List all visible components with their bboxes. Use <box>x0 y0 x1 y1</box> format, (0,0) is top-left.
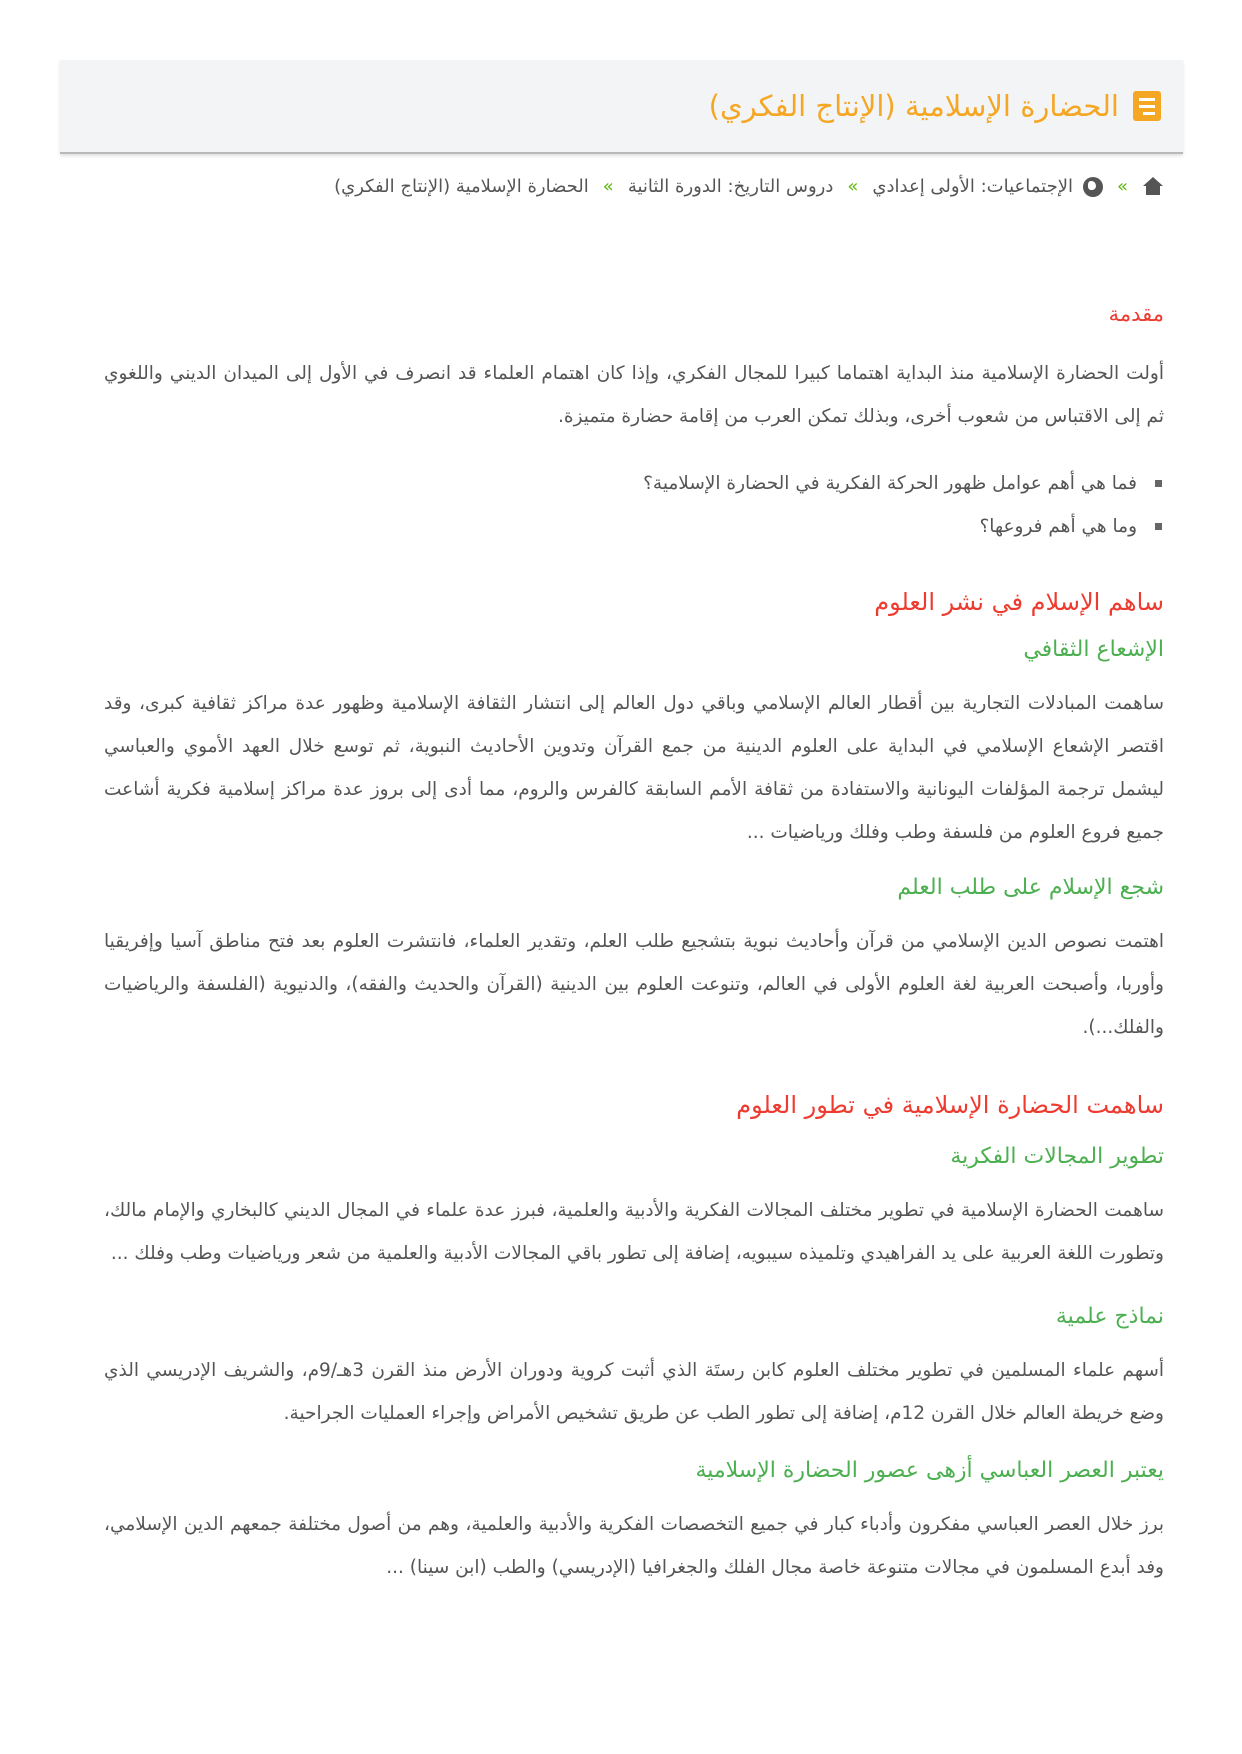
subsection-heading: شجع الإسلام على طلب العلم <box>897 875 1164 900</box>
paragraph: اهتمت نصوص الدين الإسلامي من قرآن وأحاديث نبوية بتشجيع طلب العلم، وتقدير العلماء، فانتشرت العلوم بعد فتح مناطق آسيا وإفريقيا وأوربا، وأصبحت العربية لغة العلوم الأولى في العالم، وتنوعت العلوم بين الدينية (القرآن والحديث والفقه)، والدنيوية (الفلسفة والرياضيات والفلك...). <box>104 931 1164 1038</box>
subsection-heading: نماذج علمية <box>1055 1304 1164 1329</box>
section-heading: ساهم الإسلام في نشر العلوم <box>874 588 1164 616</box>
paragraph: أسهم علماء المسلمين في تطوير مختلف العلوم كابن رستَة الذي أثبت كروية ودوران الأرض منذ القرن 3هـ/9م، والشريف الإدريسي الذي وضع خريطة العالم خلال القرن 12م، إضافة إلى تطور الطب عن طريق تشخيص الأمراض وإجراء العمليات الجراحية. <box>104 1360 1164 1424</box>
breadcrumb <box>334 176 1164 197</box>
question-text: وما هي أهم فروعها؟ <box>979 516 1137 537</box>
list-item <box>104 505 1164 548</box>
home-icon[interactable] <box>1142 177 1164 197</box>
breadcrumb-current: الحضارة الإسلامية (الإنتاج الفكري) <box>334 176 589 197</box>
breadcrumb-item[interactable]: دروس التاريخ: الدورة الثانية <box>627 176 834 197</box>
subsection-heading: تطوير المجالات الفكرية <box>950 1144 1164 1169</box>
page-header-panel <box>60 60 1183 154</box>
section-heading: ساهمت الحضارة الإسلامية في تطور العلوم <box>736 1091 1164 1119</box>
paragraph: ساهمت المبادلات التجارية بين أقطار العالم الإسلامي وباقي دول العالم إلى انتشار الثقافة الإسلامية وظهور عدة مراكز ثقافية كبرى، وقد اقتصر الإشعاع الإسلامي في البداية على العلوم الدينية من جمع القرآن وتدوين الأحاديث النبوية، ثم توسع خلال العهد الأموي والعباسي ليشمل ترجمة المؤلفات اليونانية والاستفادة من ثقافة الأمم السابقة كالفرس والروم، مما أدى إلى بروز عدة مراكز إسلامية فكرية أشاعت جميع فروع العلوم من فلسفة وطب وفلك ورياضيات ... <box>104 693 1164 843</box>
paragraph: ساهمت الحضارة الإسلامية في تطوير مختلف المجالات الفكرية والأدبية والعلمية، فبرز عدة علماء في المجال الديني كالبخاري والإمام مالك، وتطورت اللغة العربية على يد الفراهيدي وتلميذه سيبويه، إضافة إلى تطور باقي المجالات الأدبية والعلمية من شعر ورياضيات وطب وفلك ... <box>104 1200 1164 1264</box>
page-title: الحضارة الإسلامية (الإنتاج الفكري) <box>708 89 1119 123</box>
breadcrumb-separator: » <box>1116 176 1128 197</box>
globe-icon <box>1083 177 1103 197</box>
document-list-icon <box>1133 91 1161 121</box>
intro-paragraph: أولت الحضارة الإسلامية منذ البداية اهتماما كبيرا للمجال الفكري، وإذا كان اهتمام العلماء قد انصرف في الأول إلى الميدان الديني واللغوي ثم إلى الاقتباس من شعوب أخرى، وبذلك تمكن العرب من إقامة حضارة متميزة. <box>104 363 1164 427</box>
question-text: فما هي أهم عوامل ظهور الحركة الفكرية في الحضارة الإسلامية؟ <box>643 473 1137 494</box>
list-item <box>104 462 1164 505</box>
breadcrumb-separator: » <box>847 176 859 197</box>
subsection-heading: الإشعاع الثقافي <box>1023 637 1164 662</box>
paragraph: برز خلال العصر العباسي مفكرون وأدباء كبار في جميع التخصصات الفكرية والأدبية والعلمية، وهم من أصول مختلفة جمعهم الدين الإسلامي، وفد أبدع المسلمون في مجالات متنوعة خاصة مجال الفلك والجغرافيا (الإدريسي) والطب (ابن سينا) ... <box>104 1514 1164 1578</box>
subsection-heading: يعتبر العصر العباسي أزهى عصور الحضارة الإسلامية <box>695 1458 1164 1483</box>
question-list <box>104 462 1164 548</box>
bullet-icon <box>1155 480 1162 487</box>
breadcrumb-item[interactable]: الإجتماعيات: الأولى إعدادي <box>872 176 1073 197</box>
bullet-icon <box>1155 523 1162 530</box>
intro-heading: مقدمة <box>1108 302 1164 326</box>
breadcrumb-separator: » <box>602 176 614 197</box>
article-content <box>104 296 1164 1589</box>
